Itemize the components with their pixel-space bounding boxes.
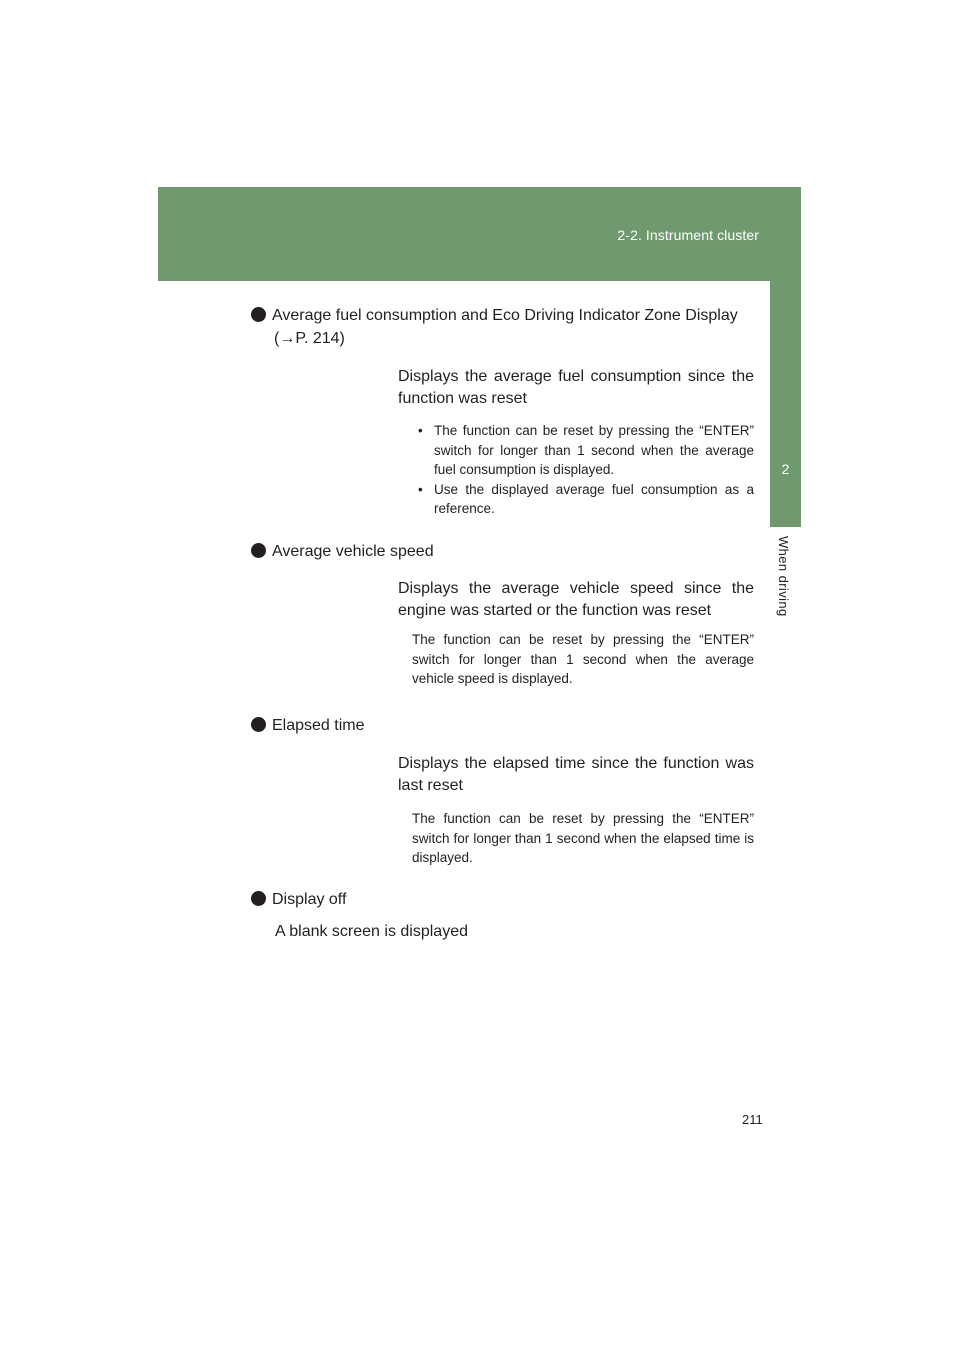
note-list (412, 421, 754, 519)
item-title: Average vehicle speed (272, 543, 434, 560)
bullet-dot-icon (251, 307, 266, 322)
section-title: 2-2. Instrument cluster (617, 227, 759, 243)
page-reference: (→P. 214) (274, 330, 345, 347)
item-description: Displays the elapsed time since the function was last reset (398, 755, 754, 794)
bullet-dot-icon (251, 543, 266, 558)
item-heading (251, 714, 365, 737)
bullet-dot-icon (251, 717, 266, 732)
item-note: The function can be reset by pressing the “ENTER” switch for longer than 1 second when the elapsed time is displayed. (412, 811, 754, 865)
item-heading (251, 304, 755, 350)
item-description: A blank screen is displayed (275, 923, 468, 940)
item-note: The function can be reset by pressing the “ENTER” switch for longer than 1 second when the average vehicle speed is displayed. (412, 632, 754, 686)
bullet-dot-icon (251, 891, 266, 906)
item-description: Displays the average fuel consumption since the function was reset (398, 368, 754, 407)
chapter-number: 2 (781, 461, 790, 477)
page-number: 211 (742, 1112, 763, 1127)
item-heading (251, 540, 434, 563)
item-title: Display off (272, 891, 347, 908)
list-item: • Use the displayed average fuel consumption as a reference. (418, 481, 754, 516)
item-description: Displays the average vehicle speed since the engine was started or the function was reset (398, 580, 754, 619)
chapter-tab (770, 281, 801, 527)
chapter-label: When driving (776, 536, 791, 617)
item-title: Average fuel consumption and Eco Driving Indicator Zone Display (272, 307, 738, 324)
item-title: Elapsed time (272, 717, 365, 734)
list-item: • The function can be reset by pressing the “ENTER” switch for longer than 1 second when the average fuel consumption is displayed. (418, 423, 754, 477)
header-band (158, 187, 801, 281)
item-heading (251, 888, 346, 911)
